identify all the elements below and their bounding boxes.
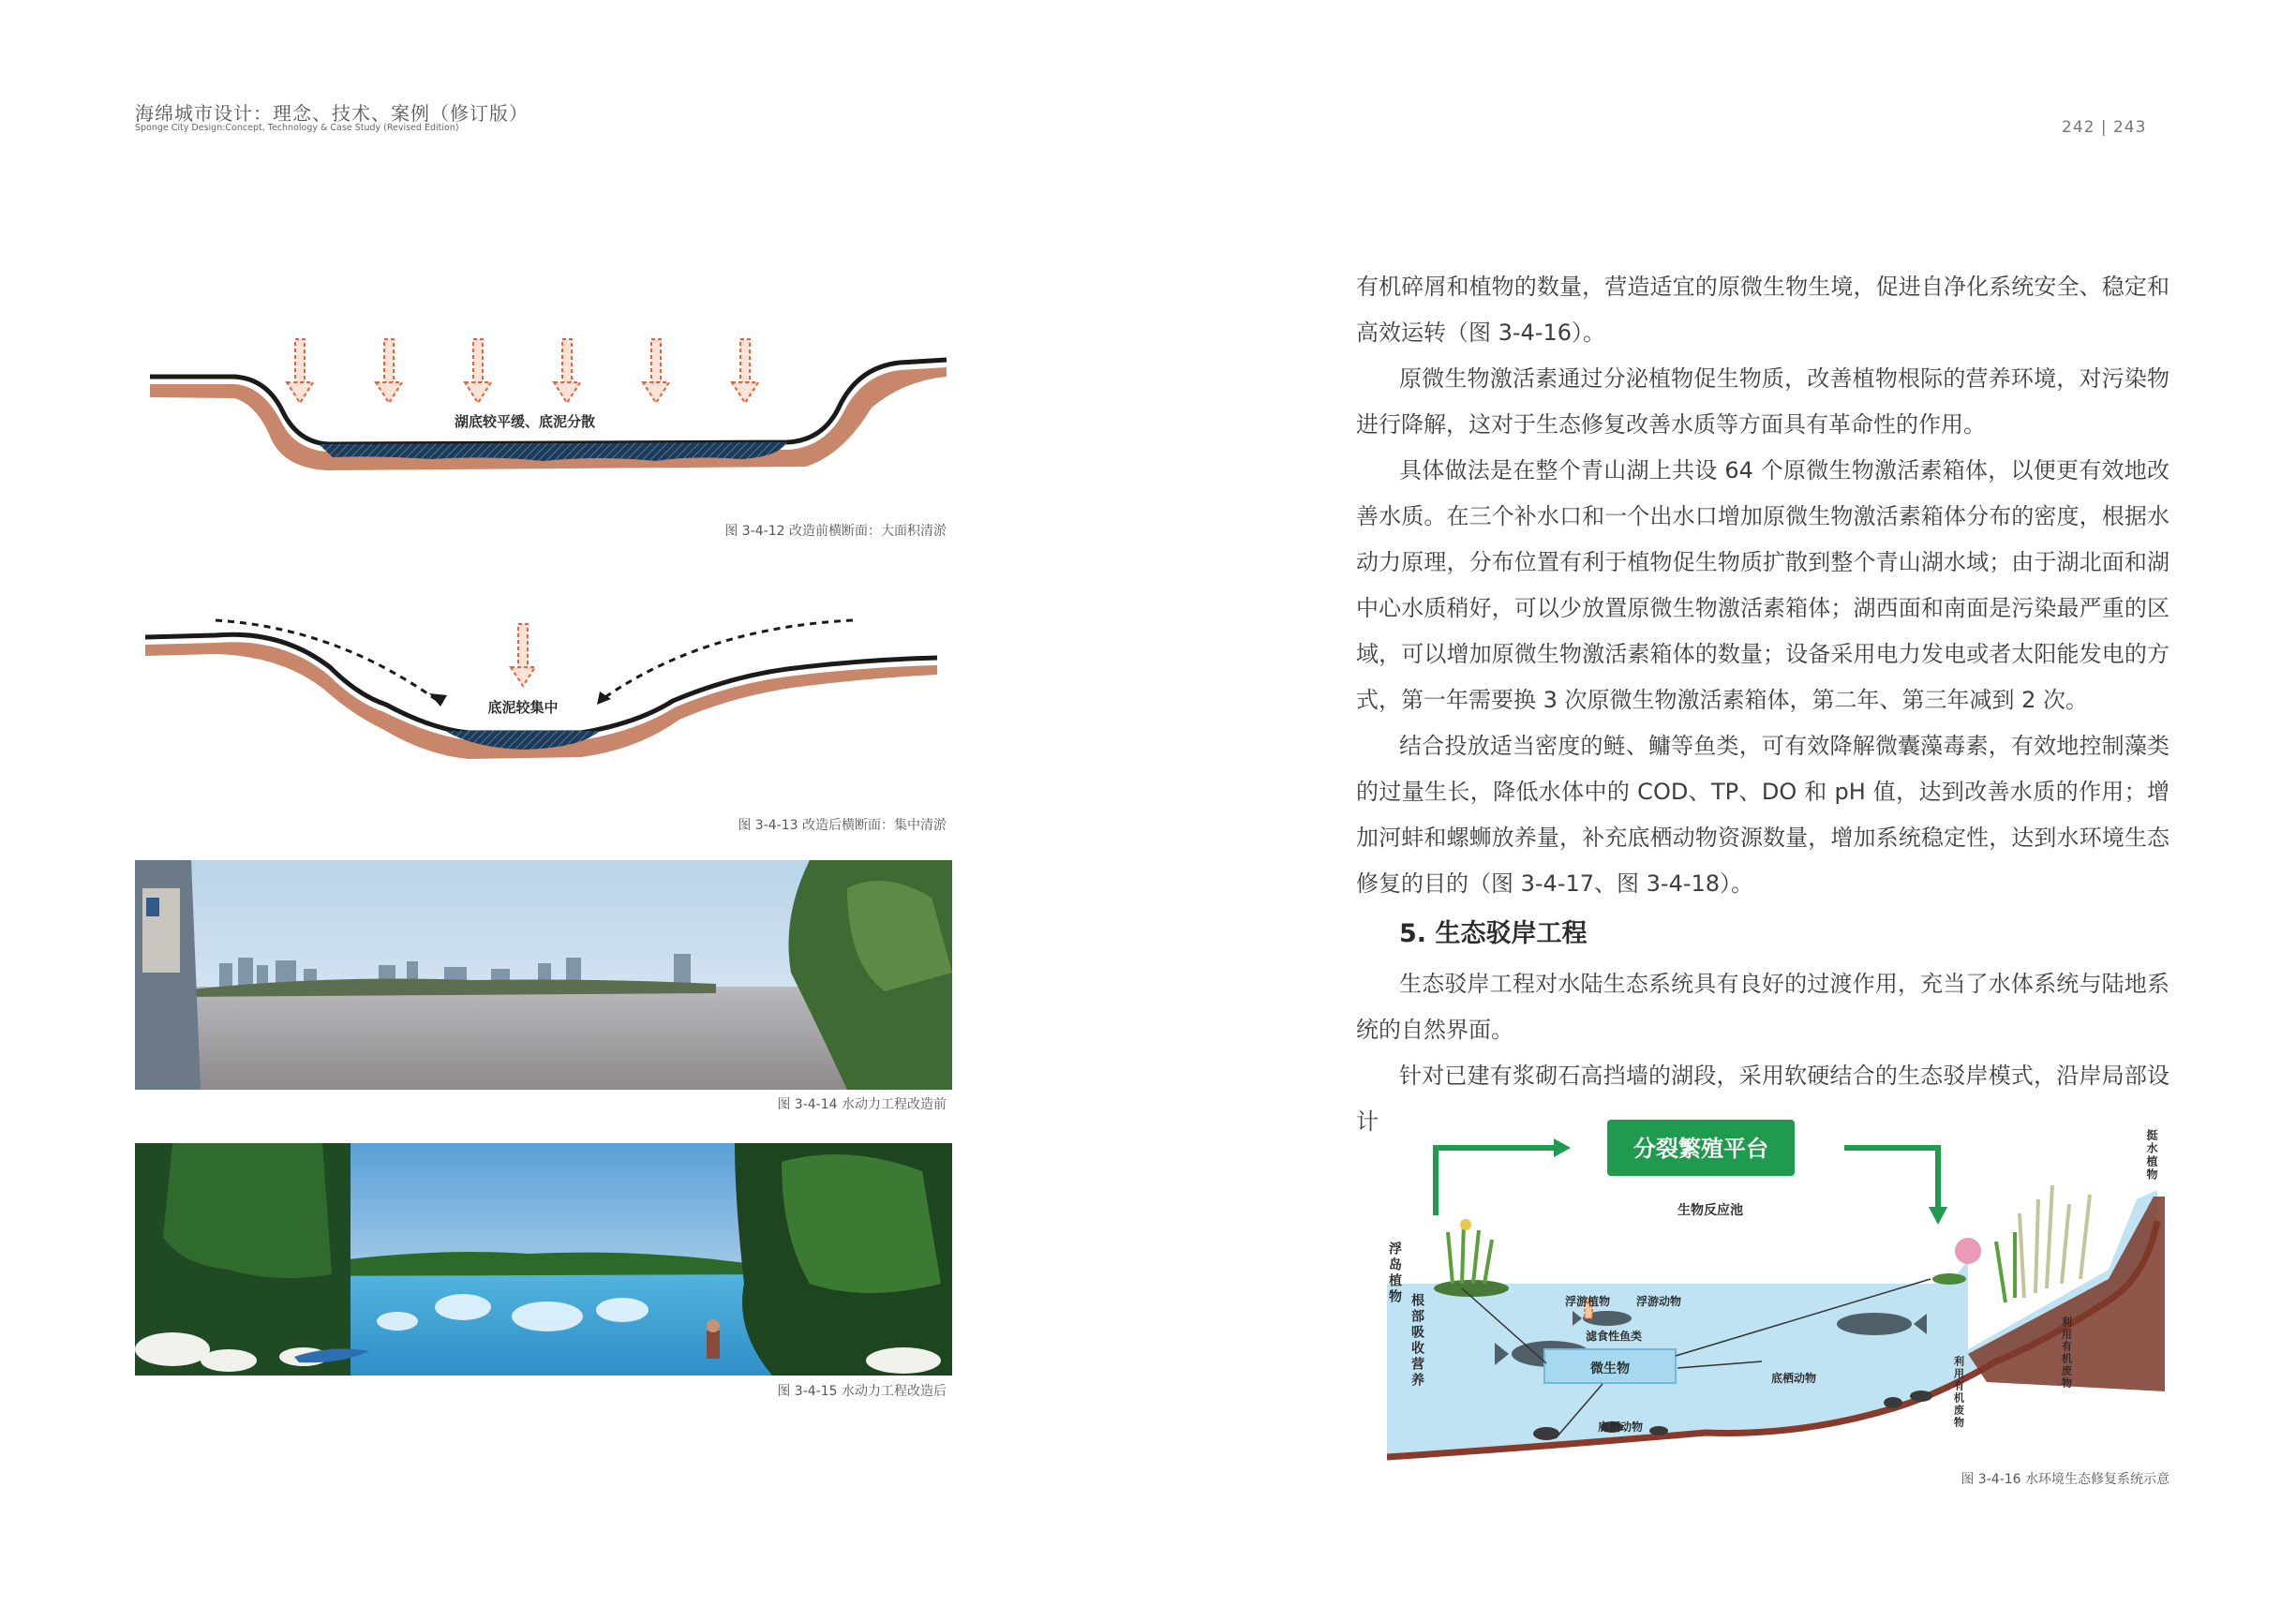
benthic-right-label: 底栖动物 <box>1771 1372 1817 1385</box>
section-title: 5. 生态驳岸工程 <box>1399 919 1588 948</box>
down-arrow-1 <box>287 339 313 403</box>
lake-before-photo <box>135 860 952 1090</box>
book-title-english: Sponge City Design:Concept, Technology & Case Study (Revised Edition) <box>135 123 459 133</box>
arrowhead-left <box>429 693 447 706</box>
paragraph-3: 具体做法是在整个青山湖上共设 64 个原微生物激活素箱体，以便更有效地改善水质。在三个补水口和一个出水口增加原微生物激活素箱体分布的密度，根据水动力原理，分布位置有利于植物促生物质扩散到整个青山湖水域；由于湖北面和湖中心水质稍好，可以少放置原微生物激活素箱体；湖西面和南面是污染最严重的区域，可以增加原微生物激活素箱体的数量；设备采用电力发电或者太阳能发电的方式，第一年需要换 3 次原微生物激活素箱体，第二年、第三年减到 2 次。 <box>1356 457 2169 713</box>
plankton-animal-label: 浮游动物 <box>1635 1295 1682 1308</box>
cycle-arrowhead-right <box>1929 1207 1947 1225</box>
arrows-group <box>287 339 758 403</box>
lake-after-rendering <box>135 1143 952 1376</box>
root-absorb-label: 根部吸收营养 <box>1409 1293 1424 1389</box>
down-arrow-5 <box>643 339 669 403</box>
microbe-label: 微生物 <box>1590 1361 1630 1376</box>
down-arrow-2 <box>376 339 402 403</box>
paragraph-5: 生态驳岸工程对水陆生态系统具有良好的过渡作用，充当了水体系统与陆地系统的自然界面。 <box>1356 971 2169 1043</box>
down-arrow-6 <box>732 339 758 403</box>
floating-island-plant <box>1434 1219 1509 1297</box>
use-organic-label-1: 利用有机废物 <box>2060 1316 2073 1390</box>
platform-title: 分裂繁殖平台 <box>1633 1136 1768 1162</box>
paragraph-6: 针对已建有浆砌石高挡墙的湖段，采用软硬结合的生态驳岸模式，沿岸局部设计 <box>1356 1063 2169 1135</box>
cross-section-before-diagram <box>131 319 956 487</box>
filter-fish-label: 滤食性鱼类 <box>1585 1330 1643 1343</box>
fig13-caption: 图 3-4-13 改造后横断面：集中清淤 <box>738 818 947 833</box>
cycle-arrowhead-left <box>1554 1138 1571 1157</box>
fig12-caption: 图 3-4-12 改造前横断面：大面积清淤 <box>724 524 947 539</box>
plankton-plant-label: 浮游植物 <box>1564 1295 1611 1308</box>
cycle-arrow-left <box>1436 1148 1556 1215</box>
down-arrow-3 <box>465 339 491 403</box>
paragraph-4: 结合投放适当密度的鲢、鳙等鱼类，可有效降解微囊藻毒素，有效地控制藻类的过量生长，降低水体中的 COD、TP、DO 和 pH 值，达到改善水质的作用；增加河蚌和螺蛳放养量，补充底栖动物资源数量，增加系统稳定性，达到水环境生态修复的目的（图 3-4-17、图 3-4-18）。 <box>1356 733 2169 897</box>
paragraph-1: 有机碎屑和植物的数量，营造适宜的原微生物生境，促进自净化系统安全、稳定和高效运转（图 3-4-16）。 <box>1356 274 2169 346</box>
cycle-arrow-right <box>1844 1148 1938 1209</box>
paragraph-2: 原微生物激活素通过分泌植物促生物质，改善植物根际的营养环境，对污染物进行降解，这对于生态修复改善水质等方面具有革命性的作用。 <box>1356 365 2169 438</box>
fig14-caption: 图 3-4-14 水动力工程改造前 <box>777 1097 947 1112</box>
hydrophyte-label: 挺水植物 <box>2145 1129 2158 1182</box>
fig15-caption: 图 3-4-15 水动力工程改造后 <box>777 1384 947 1399</box>
fig16-caption: 图 3-4-16 水环境生态修复系统示意 <box>1961 1472 2169 1487</box>
reactor-label: 生物反应池 <box>1677 1203 1743 1218</box>
body-text <box>1356 264 2169 1145</box>
cross-section-after-diagram <box>131 600 956 778</box>
ecological-restoration-diagram <box>1368 1110 2165 1462</box>
down-arrow-4 <box>554 339 580 403</box>
fig12-label: 湖底较平缓、底泥分散 <box>454 413 596 430</box>
benthic-bottom-label: 底栖动物 <box>1598 1420 1644 1434</box>
page-numbers: 242 | 243 <box>2062 118 2147 137</box>
down-arrow-center <box>511 624 535 686</box>
sediment-flow-arrow-right <box>600 620 853 701</box>
book-title: 海绵城市设计：理念、技术、案例（修订版） <box>135 102 529 125</box>
floating-plant-label: 浮岛植物 <box>1387 1242 1402 1305</box>
fig13-label: 底泥较集中 <box>487 699 559 716</box>
use-organic-label-2: 利用有机废物 <box>1952 1356 1965 1429</box>
